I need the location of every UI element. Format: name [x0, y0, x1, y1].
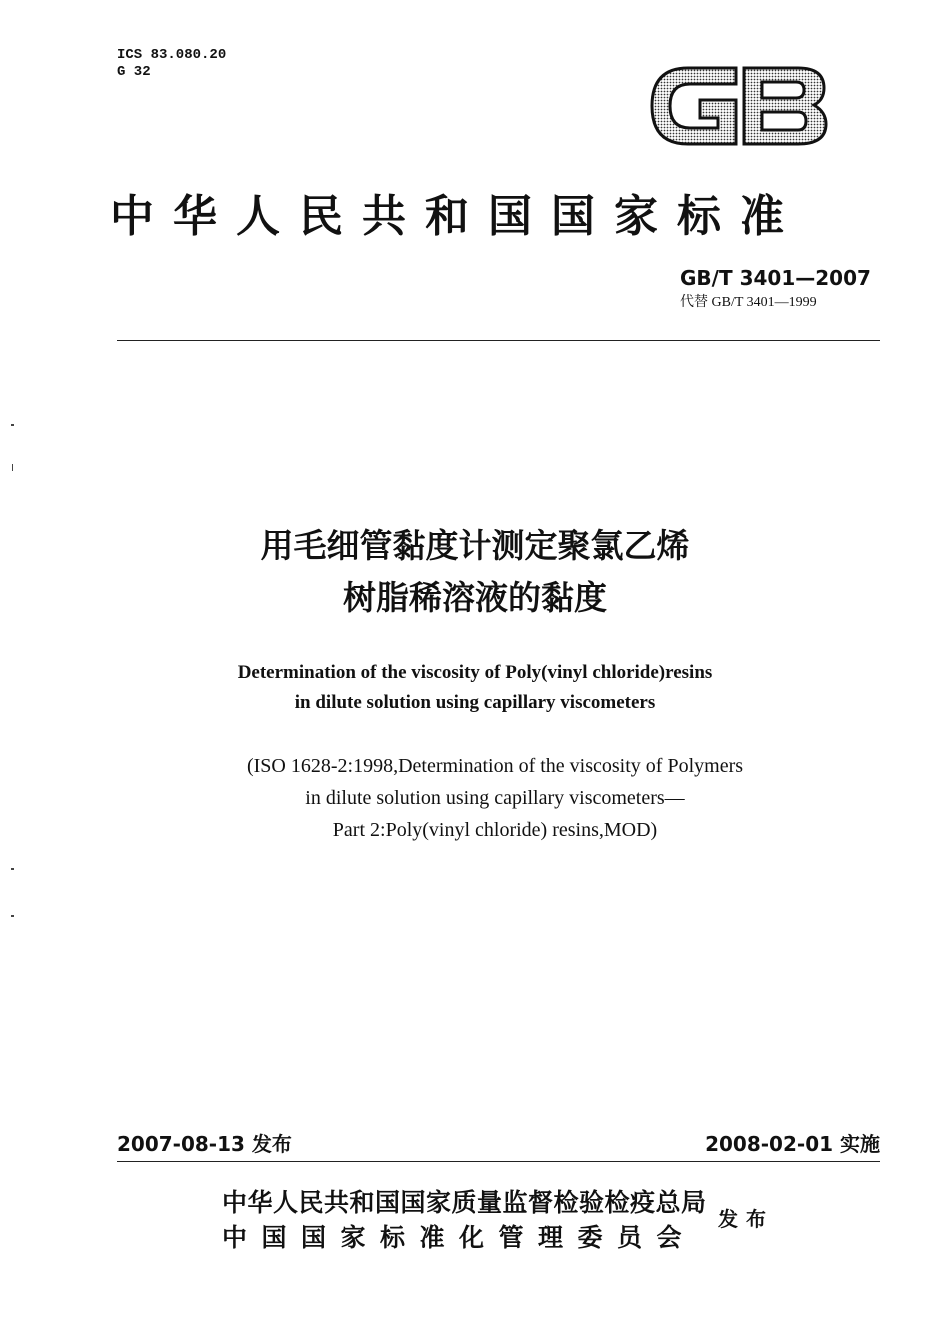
gb-logo [648, 60, 830, 152]
iso-reference [0, 750, 950, 846]
header-divider [117, 340, 880, 341]
classification-codes [117, 47, 226, 81]
issuer-sac: 中国国家标准化管理委员会 [222, 1225, 697, 1252]
issuer-aqsiq: 中华人民共和国国家质量监督检验检疫总局 [222, 1190, 707, 1217]
iso-reference-line2: in dilute solution using capillary viscometers— [305, 787, 685, 809]
replaces-standard: 代替 GB/T 3401—1999 [680, 295, 817, 310]
publish-label: 发布 [718, 1207, 774, 1231]
scan-mark [11, 868, 14, 870]
iso-reference-line1: (ISO 1628-2:1998,Determination of the viscosity of Polymers [246, 755, 744, 777]
english-title-line1: Determination of the viscosity of Poly(vinyl chloride)resins [237, 662, 713, 683]
chinese-title-line1: 用毛细管黏度计测定聚氯乙烯 [260, 526, 690, 565]
scan-mark [11, 915, 14, 917]
national-standard-heading: 中华人民共和国国家标准 [110, 192, 803, 241]
footer-divider [117, 1161, 880, 1162]
chinese-title-line2: 树脂稀溶液的黏度 [343, 578, 607, 617]
iso-reference-line3: Part 2:Poly(vinyl chloride) resins,MOD) [332, 819, 658, 841]
chinese-title [0, 520, 950, 624]
scan-mark [11, 424, 14, 426]
ics-code: ICS 83.080.20 [117, 47, 227, 63]
issue-date: 2007-08-13 发布 [117, 1132, 292, 1156]
english-title [0, 658, 950, 718]
ccs-code: G 32 [117, 64, 151, 80]
standard-number: GB/T 3401—2007 [680, 266, 871, 290]
english-title-line2: in dilute solution using capillary viscometers [294, 692, 656, 713]
scan-mark [12, 464, 13, 471]
implementation-date: 2008-02-01 实施 [705, 1132, 880, 1156]
